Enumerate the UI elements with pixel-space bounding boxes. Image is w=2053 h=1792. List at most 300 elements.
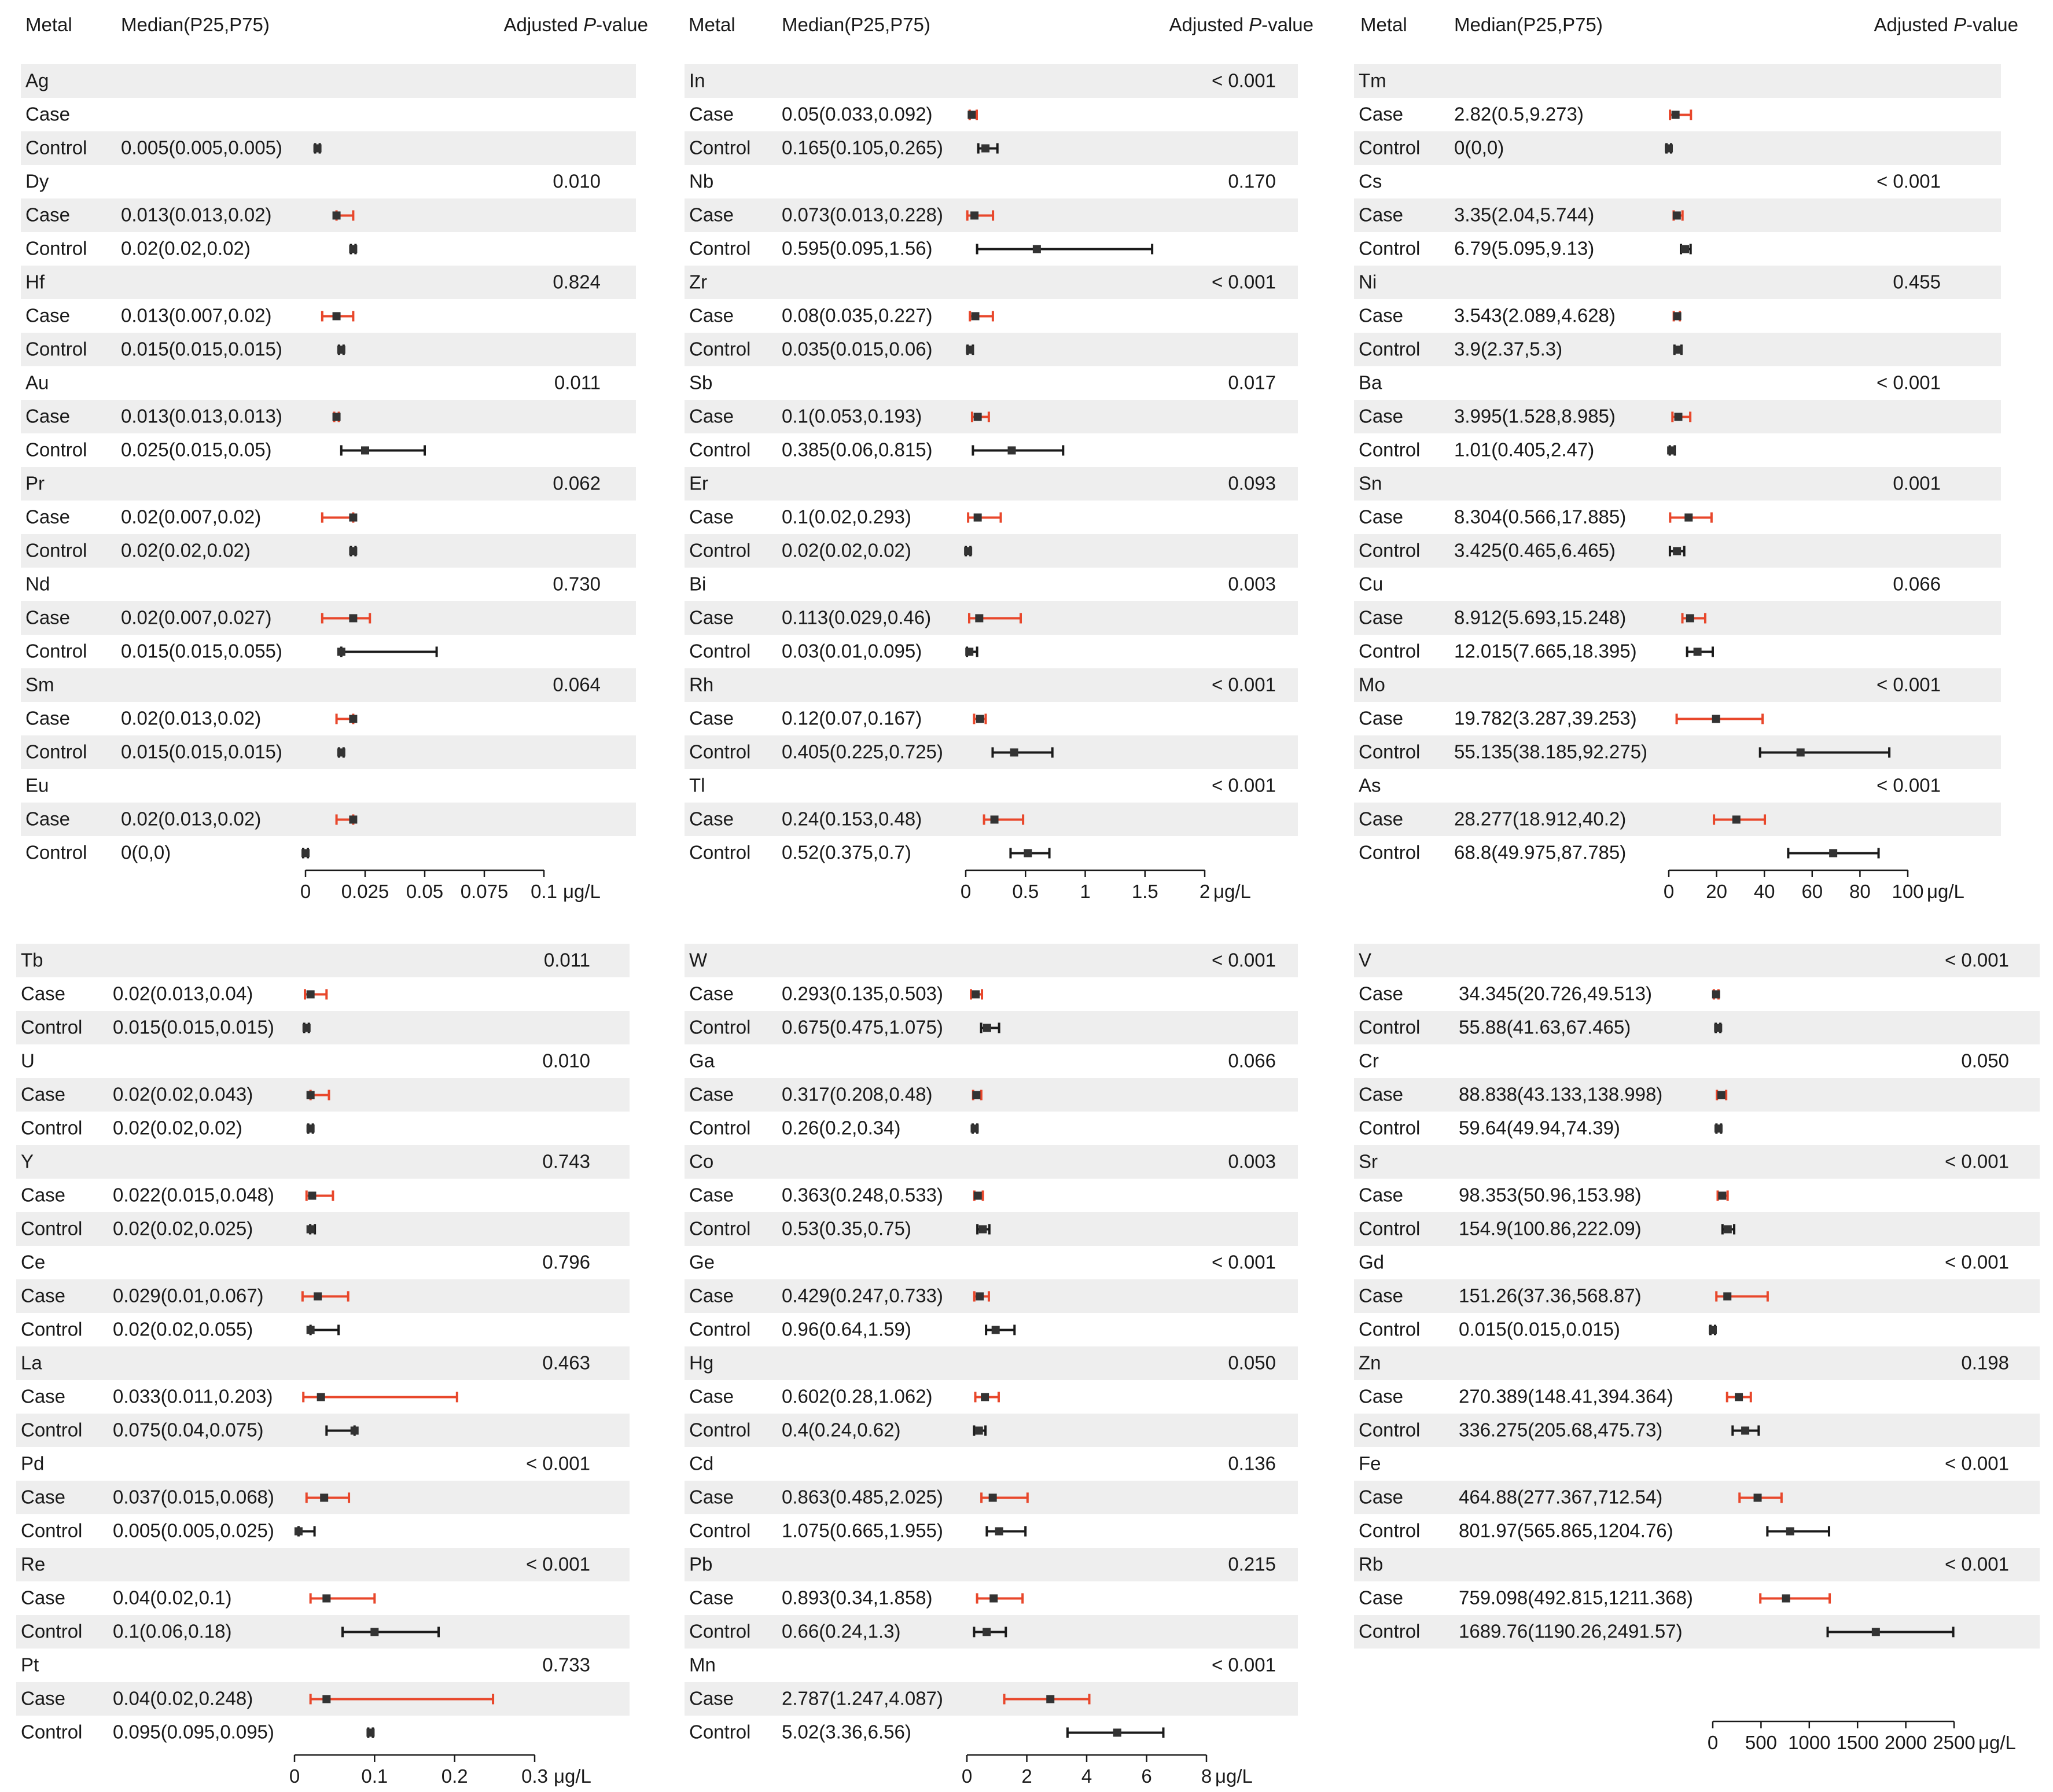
control-label: Control [689,1721,751,1743]
metal-name: Hg [689,1352,714,1374]
tick-label: 40 [1753,881,1775,902]
case-median-label: 0.013(0.013,0.013) [121,405,282,427]
case-median-label: 0.602(0.28,1.062) [782,1385,933,1407]
axis-unit: μg/L [1978,1732,2016,1753]
metal-name: Rh [689,674,714,696]
p-value: < 0.001 [1876,674,1941,696]
tick-label: 0.5 [1012,881,1039,902]
metal-name: Nb [689,170,714,192]
p-value: < 0.001 [1211,674,1276,696]
control-median-label: 6.79(5.095,9.13) [1454,237,1595,259]
case-label: Case [689,1486,734,1508]
tick-label: 0.025 [341,881,389,902]
case-median-label: 0.037(0.015,0.068) [113,1486,274,1508]
p-value: < 0.001 [1944,949,2009,971]
metal-name: Pr [25,472,45,494]
row-stripe [21,266,636,299]
control-median-label: 0.26(0.2,0.34) [782,1117,901,1139]
case-label: Case [1359,103,1404,125]
case-median-label: 0.05(0.033,0.092) [782,103,933,125]
control-median-marker [981,144,989,152]
case-interval-In [967,109,977,120]
row-stripe [1354,1212,2040,1246]
control-median-marker [1797,748,1805,756]
case-interval-V [1712,989,1720,999]
case-interval-Pr [322,512,358,522]
control-median-label: 0.96(0.64,1.59) [782,1318,911,1340]
p-value: 0.017 [1228,371,1276,393]
row-stripe [685,735,1298,769]
x-axis-p5 [962,1755,1253,1787]
p-value: 0.050 [1961,1050,2009,1072]
case-label: Case [689,204,734,226]
metal-name: Mo [1359,674,1385,696]
row-stripe [685,1145,1298,1179]
case-median-label: 0.02(0.007,0.02) [121,506,262,528]
control-interval-Cs [1681,244,1691,254]
control-median-marker [1033,245,1041,253]
case-median-marker [1046,1695,1054,1703]
case-interval-Ni [1673,311,1682,321]
row-stripe [1354,1145,2040,1179]
control-interval-Ge [986,1324,1014,1335]
row-stripe [21,64,636,98]
tick-label: 0.075 [460,881,509,902]
control-median-marker [295,1527,303,1535]
x-axis-p1 [300,870,601,902]
control-median-label: 0.02(0.02,0.025) [113,1217,253,1239]
control-median-label: 12.015(7.665,18.395) [1454,640,1637,662]
metal-name: Tb [21,949,43,971]
case-label: Case [25,808,71,830]
case-median-marker [1754,1493,1762,1502]
control-median-marker [983,1628,991,1636]
p-value: < 0.001 [1944,1150,2009,1172]
control-median-label: 0.385(0.06,0.815) [782,439,933,461]
case-median-marker [1673,211,1681,219]
control-median-marker [1694,647,1702,656]
case-median-label: 0.02(0.02,0.043) [113,1083,253,1105]
tick-label: 1000 [1788,1732,1831,1753]
case-median-marker [1674,413,1682,421]
p-value: < 0.001 [1944,1452,2009,1474]
case-median-label: 0.113(0.029,0.46) [782,606,932,628]
tick-label: 1 [1080,881,1091,902]
metal-name: Er [689,472,708,494]
control-median-label: 0.015(0.015,0.015) [1459,1318,1620,1340]
row-stripe [1354,1011,2040,1044]
case-median-marker [974,513,982,521]
forest-panel-p1 [21,64,636,902]
control-median-label: 0.075(0.04,0.075) [113,1419,264,1441]
metal-name: Sb [689,371,713,393]
row-stripe [685,467,1298,501]
case-interval-Hg [975,1392,998,1402]
control-median-marker [1786,1527,1794,1535]
control-label: Control [689,1620,751,1642]
case-median-marker [1782,1594,1790,1602]
row-stripe [1354,131,2001,165]
control-median-label: 0.1(0.06,0.18) [113,1620,232,1642]
case-label: Case [1359,405,1404,427]
control-median-marker [1714,1024,1722,1032]
metal-name: Nd [25,573,50,595]
row-stripe [16,1145,630,1179]
case-label: Case [21,1587,66,1609]
control-median-label: 0.015(0.015,0.015) [113,1016,274,1038]
control-median-label: 0.02(0.02,0.02) [782,539,911,561]
case-median-marker [349,815,357,823]
metal-name: Cs [1359,170,1382,192]
metal-name: Ga [689,1050,715,1072]
p-value: < 0.001 [1944,1553,2009,1575]
metal-name: Sm [25,674,54,696]
row-stripe [1354,803,2001,836]
p-value: 0.050 [1228,1352,1276,1374]
metal-name: Dy [25,170,49,192]
case-label: Case [689,1385,734,1407]
tick-label: 0.1 [361,1765,388,1787]
control-median-label: 55.88(41.63,67.465) [1459,1016,1631,1038]
control-label: Control [25,439,87,461]
tick-label: 0 [960,881,972,902]
control-median-marker [995,1527,1003,1535]
control-median-label: 0.02(0.02,0.02) [121,539,251,561]
control-label: Control [25,338,87,360]
case-label: Case [1359,808,1404,830]
tick-label: 2000 [1884,1732,1927,1753]
axis-unit: μg/L [554,1765,591,1787]
case-label: Case [689,304,734,326]
control-interval-Tb [303,1022,311,1033]
control-median-marker [983,1024,991,1032]
case-label: Case [25,204,71,226]
control-median-label: 0.005(0.005,0.025) [113,1519,274,1541]
control-median-label: 1.075(0.665,1.955) [782,1519,943,1541]
row-stripe [685,944,1298,977]
case-label: Case [21,1486,66,1508]
row-stripe [1354,735,2001,769]
control-median-marker [1681,245,1689,253]
control-label: Control [1359,1217,1421,1239]
control-median-label: 68.8(49.975,87.785) [1454,841,1627,863]
case-interval-Co [974,1190,983,1201]
control-median-marker [1673,547,1681,555]
case-median-marker [333,312,341,320]
control-label: Control [689,1419,751,1441]
control-interval-Cr [1714,1123,1723,1134]
column-header [25,14,648,35]
row-stripe [685,333,1298,366]
control-median-marker [349,245,357,253]
metal-name: Tl [689,774,705,796]
p-value: 0.733 [542,1654,590,1676]
case-interval-Zr [970,311,993,321]
control-median-label: 0.015(0.015,0.015) [121,338,282,360]
metal-name: W [689,949,708,971]
case-median-label: 0.04(0.02,0.248) [113,1687,253,1709]
p-value: 0.463 [542,1352,590,1374]
case-median-label: 0.033(0.011,0.203) [113,1385,273,1407]
p-value: < 0.001 [1944,1251,2009,1273]
case-median-marker [333,413,341,421]
case-median-marker [320,1493,328,1502]
p-value: 0.011 [543,949,590,971]
row-stripe [1354,1078,2040,1112]
p-value: 0.198 [1961,1352,2009,1374]
control-label: Control [1359,338,1421,360]
control-median-label: 1.01(0.405,2.47) [1454,439,1595,461]
control-median-marker [349,547,357,555]
case-median-marker [972,312,980,320]
metal-name: Y [21,1150,34,1172]
case-median-label: 88.838(43.133,138.998) [1459,1083,1663,1105]
control-median-marker [303,1024,311,1032]
control-label: Control [1359,1519,1421,1541]
axis-unit: μg/L [1213,881,1251,902]
p-value: < 0.001 [1876,371,1941,393]
case-median-marker [307,1091,315,1099]
case-median-label: 34.345(20.726,49.513) [1459,983,1652,1004]
control-interval-Mn [1068,1727,1164,1738]
row-stripe [21,735,636,769]
control-median-label: 0.025(0.015,0.05) [121,439,272,461]
control-interval-Pt [366,1727,374,1738]
p-value: 0.010 [553,170,601,192]
case-median-marker [967,111,976,119]
control-median-marker [337,748,345,756]
forest-panel-p6 [1354,944,2040,1753]
control-label: Control [21,1519,83,1541]
control-interval-Gd [1709,1324,1717,1335]
control-interval-Au [341,445,425,455]
case-interval-Zn [1727,1392,1751,1402]
control-median-label: 59.64(49.94,74.39) [1459,1117,1620,1139]
case-median-marker [981,1393,989,1401]
control-label: Control [689,841,751,863]
row-stripe [1354,1414,2040,1447]
control-interval-Cu [1687,646,1713,657]
control-label: Control [689,1519,751,1541]
control-interval-Pd [295,1526,315,1536]
case-median-marker [1672,111,1680,119]
case-label: Case [1359,1184,1404,1206]
control-median-label: 0.02(0.02,0.02) [121,237,251,259]
control-median-label: 3.425(0.465,6.465) [1454,539,1616,561]
p-value: < 0.001 [1211,271,1276,293]
case-label: Case [689,1687,734,1709]
row-stripe [685,1279,1298,1313]
row-stripe [16,1011,630,1044]
control-median-label: 0.015(0.015,0.015) [121,741,282,763]
p-value: 0.170 [1228,170,1276,192]
row-stripe [16,1346,630,1380]
control-interval-Dy [349,244,357,254]
x-axis-p3 [1664,870,1964,902]
case-label: Case [689,808,734,830]
case-label: Case [1359,1385,1404,1407]
row-stripe [685,1682,1298,1716]
case-interval-Au [333,411,341,422]
case-median-label: 0.02(0.013,0.04) [113,983,253,1004]
case-median-marker [976,1292,984,1300]
case-median-marker [972,1091,980,1099]
case-median-label: 0.363(0.248,0.533) [782,1184,943,1206]
control-label: Control [25,741,87,763]
p-value: 0.001 [1893,472,1941,494]
case-label: Case [689,1083,734,1105]
column-header [689,14,1314,35]
p-value: 0.743 [542,1150,590,1172]
p-value: < 0.001 [1876,774,1941,796]
row-stripe [21,467,636,501]
control-label: Control [21,1318,83,1340]
case-median-label: 0.04(0.02,0.1) [113,1587,232,1609]
case-label: Case [21,983,66,1004]
row-stripe [1354,1548,2040,1581]
case-median-label: 0.893(0.34,1.858) [782,1587,933,1609]
control-label: Control [1359,841,1421,863]
control-median-marker [992,1326,1000,1334]
case-median-marker [1723,1292,1731,1300]
control-label: Control [1359,539,1421,561]
case-label: Case [1359,606,1404,628]
case-median-label: 0.02(0.007,0.027) [121,606,272,628]
case-median-marker [349,715,357,723]
control-median-label: 0.095(0.095,0.095) [113,1721,274,1743]
p-value: 0.066 [1228,1050,1276,1072]
control-median-label: 0.66(0.24,1.3) [782,1620,901,1642]
p-value: 0.003 [1228,573,1276,595]
header-metal: Metal [25,14,72,35]
control-median-marker [351,1426,359,1434]
tick-label: 0 [300,881,311,902]
tick-label: 500 [1745,1732,1777,1753]
tick-label: 60 [1801,881,1823,902]
header-median: Median(P25,P75) [782,14,930,35]
metal-name: Sn [1359,472,1382,494]
case-median-marker [349,614,357,622]
row-stripe [685,400,1298,433]
control-median-marker [307,1124,315,1132]
header-metal: Metal [689,14,735,35]
row-stripe [16,1212,630,1246]
p-value: 0.215 [1228,1553,1276,1575]
case-median-marker [317,1393,325,1401]
metal-name: Ba [1359,371,1382,393]
x-axis-p6 [1708,1721,2016,1753]
p-value: 0.730 [553,573,601,595]
metal-name: Ge [689,1251,715,1273]
case-interval-Er [968,512,1000,522]
p-value: 0.064 [553,674,601,696]
control-median-marker [1741,1426,1749,1434]
tick-label: 4 [1081,1765,1092,1787]
metal-name: Zr [689,271,708,293]
control-median-marker [307,1326,315,1334]
p-value: < 0.001 [525,1452,590,1474]
control-median-label: 55.135(38.185,92.275) [1454,741,1647,763]
header-metal: Metal [1360,14,1407,35]
case-label: Case [21,1285,66,1307]
control-median-label: 1689.76(1190.26,2491.57) [1459,1620,1683,1642]
control-median-marker [1829,849,1837,857]
metal-name: Bi [689,573,707,595]
metal-name: Mn [689,1654,716,1676]
case-median-marker [1735,1393,1743,1401]
case-median-label: 28.277(18.912,40.2) [1454,808,1627,830]
header-median: Median(P25,P75) [1454,14,1603,35]
p-value: 0.136 [1228,1452,1276,1474]
metal-name: Cu [1359,573,1384,595]
tick-label: 0.2 [441,1765,468,1787]
case-median-label: 0.1(0.053,0.193) [782,405,922,427]
case-median-label: 0.013(0.013,0.02) [121,204,272,226]
control-label: Control [689,1217,751,1239]
control-label: Control [25,237,87,259]
metal-name: Ce [21,1251,46,1273]
metal-name: Ni [1359,271,1377,293]
metal-name: V [1359,949,1372,971]
tick-label: 1.5 [1131,881,1158,902]
tick-label: 0 [289,1765,300,1787]
case-interval-Mo [1677,713,1763,724]
case-label: Case [1359,983,1404,1004]
tick-label: 0.1 [531,881,557,902]
row-stripe [1354,1481,2040,1514]
p-value: < 0.001 [1211,69,1276,91]
p-value: 0.011 [554,371,601,393]
case-median-label: 464.88(277.367,712.54) [1459,1486,1663,1508]
p-value: < 0.001 [1211,1251,1276,1273]
control-interval-Sb [973,445,1063,455]
case-median-marker [974,413,982,421]
control-label: Control [1359,1016,1421,1038]
control-median-marker [1674,345,1682,354]
tick-label: 0 [1707,1732,1719,1753]
metal-name: Cr [1359,1050,1379,1072]
metal-name: Cd [689,1452,714,1474]
case-median-label: 0.12(0.07,0.167) [782,707,922,729]
case-label: Case [689,405,734,427]
metal-name: Pb [689,1553,713,1575]
case-median-marker [974,1191,982,1199]
row-stripe [1354,944,2040,977]
control-interval-Ag [314,143,322,153]
control-interval-Tm [1665,143,1673,153]
control-label: Control [689,1016,751,1038]
case-label: Case [21,1184,66,1206]
case-median-label: 2.82(0.5,9.273) [1454,103,1584,125]
case-interval-Sr [1718,1190,1728,1201]
case-median-label: 0.863(0.485,2.025) [782,1486,943,1508]
p-value: 0.003 [1228,1150,1276,1172]
case-label: Case [25,707,71,729]
header-pvalue: Adjusted P-value [1169,14,1314,35]
case-interval-Tm [1670,109,1691,120]
control-median-marker [314,144,322,152]
control-label: Control [21,1117,83,1139]
case-label: Case [25,304,71,326]
tick-label: 2 [1021,1765,1032,1787]
control-median-marker [964,547,972,555]
metal-name: Pd [21,1452,45,1474]
control-median-label: 0.03(0.01,0.095) [782,640,922,662]
control-label: Control [25,539,87,561]
control-median-marker [1010,748,1018,756]
control-median-marker [1724,1225,1732,1233]
case-label: Case [25,405,71,427]
